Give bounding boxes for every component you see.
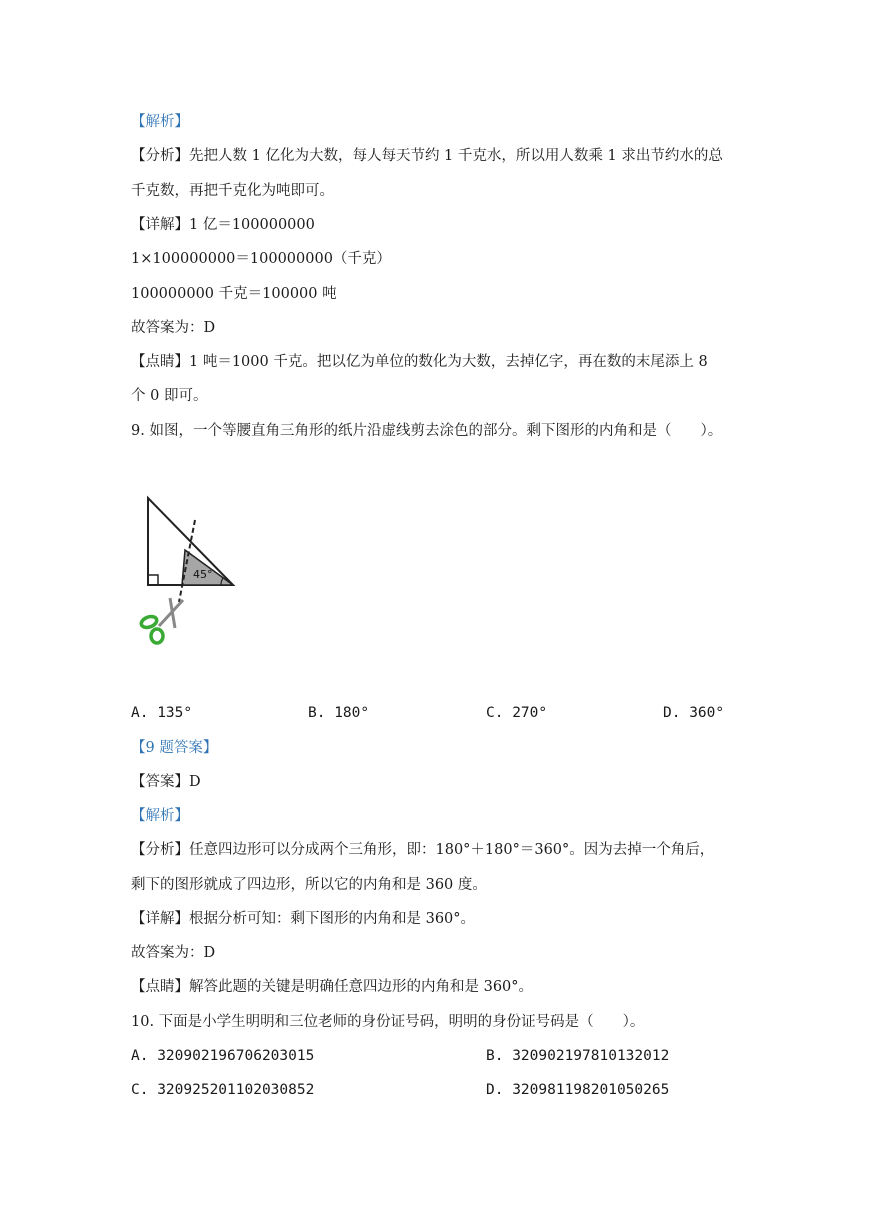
q9-analysis-line-1: 【分析】任意四边形可以分成两个三角形，即：180°＋180°＝360°。因为去掉一个角后， [131, 842, 715, 858]
q9-option-c: C. 270° [486, 705, 548, 721]
q8-analysis-line-2: 千克数，再把千克化为吨即可。 [131, 183, 334, 199]
q10-question: 10. 下面是小学生明明和三位老师的身份证号码，明明的身份证号码是（ ）。 [131, 1014, 645, 1030]
scissors-icon [140, 598, 183, 643]
q9-option-b: B. 180° [308, 705, 370, 721]
angle-label: 45° [193, 568, 213, 581]
q9-answer: 【答案】D [131, 774, 201, 790]
q10-option-c: C. 320925201102030852 [131, 1082, 315, 1098]
q10-option-a: A. 320902196706203015 [131, 1048, 315, 1064]
q9-option-a: A. 135° [131, 705, 193, 721]
q9-option-d: D. 360° [663, 705, 725, 721]
q8-analysis-line-1: 【分析】先把人数 1 亿化为大数，每人每天节约 1 千克水，所以用人数乘 1 求出节约水的总 [131, 148, 723, 164]
q8-step-1: 1×100000000＝100000000（千克） [131, 251, 391, 267]
q8-detail: 【详解】1 亿＝100000000 [131, 217, 315, 233]
q9-comment: 【点睛】解答此题的关键是明确任意四边形的内角和是 360°。 [131, 979, 534, 995]
q8-step-2: 100000000 千克＝100000 吨 [131, 286, 337, 302]
q10-option-b: B. 320902197810132012 [486, 1048, 670, 1064]
right-angle-mark [148, 575, 158, 585]
q9-analysis-line-2: 剩下的图形就成了四边形，所以它的内角和是 360 度。 [131, 877, 487, 893]
q8-comment-line-2: 个 0 即可。 [131, 388, 208, 404]
q9-analysis-heading: 【解析】 [131, 808, 189, 824]
q9-detail: 【详解】根据分析可知：剩下图形的内角和是 360°。 [131, 911, 476, 927]
q9-answer-heading: 【9 题答案】 [131, 740, 218, 756]
q9-triangle-figure [135, 490, 245, 650]
q8-comment-line-1: 【点睛】1 吨＝1000 千克。把以亿为单位的数化为大数，去掉亿字，再在数的末尾添上 8 [131, 354, 708, 370]
q9-question: 9. 如图，一个等腰直角三角形的纸片沿虚线剪去涂色的部分。剩下图形的内角和是（ ）。 [131, 423, 723, 439]
q8-analysis-heading: 【解析】 [131, 114, 189, 130]
q10-option-d: D. 320981198201050265 [486, 1082, 670, 1098]
q8-answer-line: 故答案为：D [131, 320, 216, 336]
q9-answer-line: 故答案为：D [131, 945, 216, 961]
